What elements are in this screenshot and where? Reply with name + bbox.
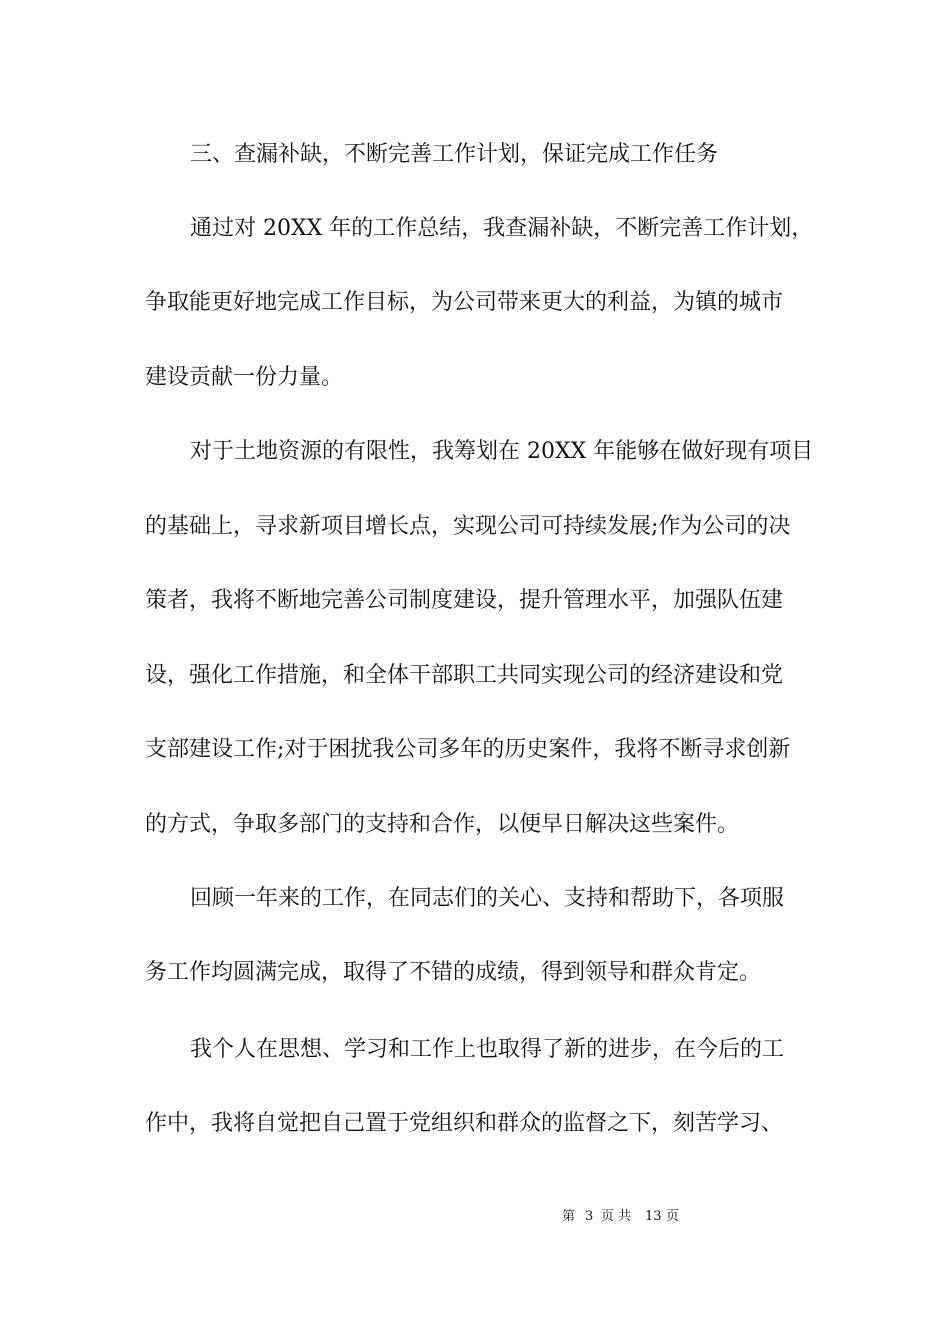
paragraph-2-line-3: 策者，我将不断地完善公司制度建设，提升管理水平，加强队伍建 bbox=[145, 588, 784, 613]
paragraph-2-line-4: 设，强化工作措施，和全体干部职工共同实现公司的经济建设和党 bbox=[145, 663, 784, 688]
section-heading: 三、查漏补缺，不断完善工作计划，保证完成工作任务 bbox=[190, 142, 719, 167]
paragraph-1-line-1: 通过对 20XX 年的工作总结，我查漏补缺，不断完善工作计划， bbox=[190, 216, 814, 241]
footer-mid-label: 页 共 bbox=[601, 1209, 632, 1224]
paragraph-1-line-3: 建设贡献一份力量。 bbox=[145, 365, 344, 390]
paragraph-2-line-2: 的基础上，寻求新项目增长点，实现公司可持续发展;作为公司的决 bbox=[145, 514, 791, 539]
footer-prefix: 第 bbox=[562, 1209, 576, 1224]
paragraph-4-line-2: 作中，我将自觉把自己置于党组织和群众的监督之下，刻苦学习、 bbox=[145, 1111, 784, 1136]
paragraph-3-line-1: 回顾一年来的工作，在同志们的关心、支持和帮助下，各项服 bbox=[190, 886, 785, 911]
paragraph-2-line-5: 支部建设工作;对于困扰我公司多年的历史案件，我将不断寻求创新 bbox=[145, 737, 791, 762]
paragraph-2-line-1: 对于土地资源的有限性，我筹划在 20XX 年能够在做好现有项目 bbox=[190, 439, 814, 464]
footer-suffix: 页 bbox=[666, 1209, 680, 1224]
paragraph-1-line-2: 争取能更好地完成工作目标，为公司带来更大的利益，为镇的城市 bbox=[145, 290, 784, 315]
paragraph-2-line-6: 的方式，争取多部门的支持和合作，以便早日解决这些案件。 bbox=[145, 812, 740, 837]
footer-current-page: 3 bbox=[585, 1209, 594, 1224]
footer-total-pages: 13 bbox=[645, 1209, 662, 1224]
paragraph-3-line-2: 务工作均圆满完成，取得了不错的成绩，得到领导和群众肯定。 bbox=[145, 960, 762, 985]
paragraph-4-line-1: 我个人在思想、学习和工作上也取得了新的进步，在今后的工 bbox=[190, 1037, 785, 1062]
